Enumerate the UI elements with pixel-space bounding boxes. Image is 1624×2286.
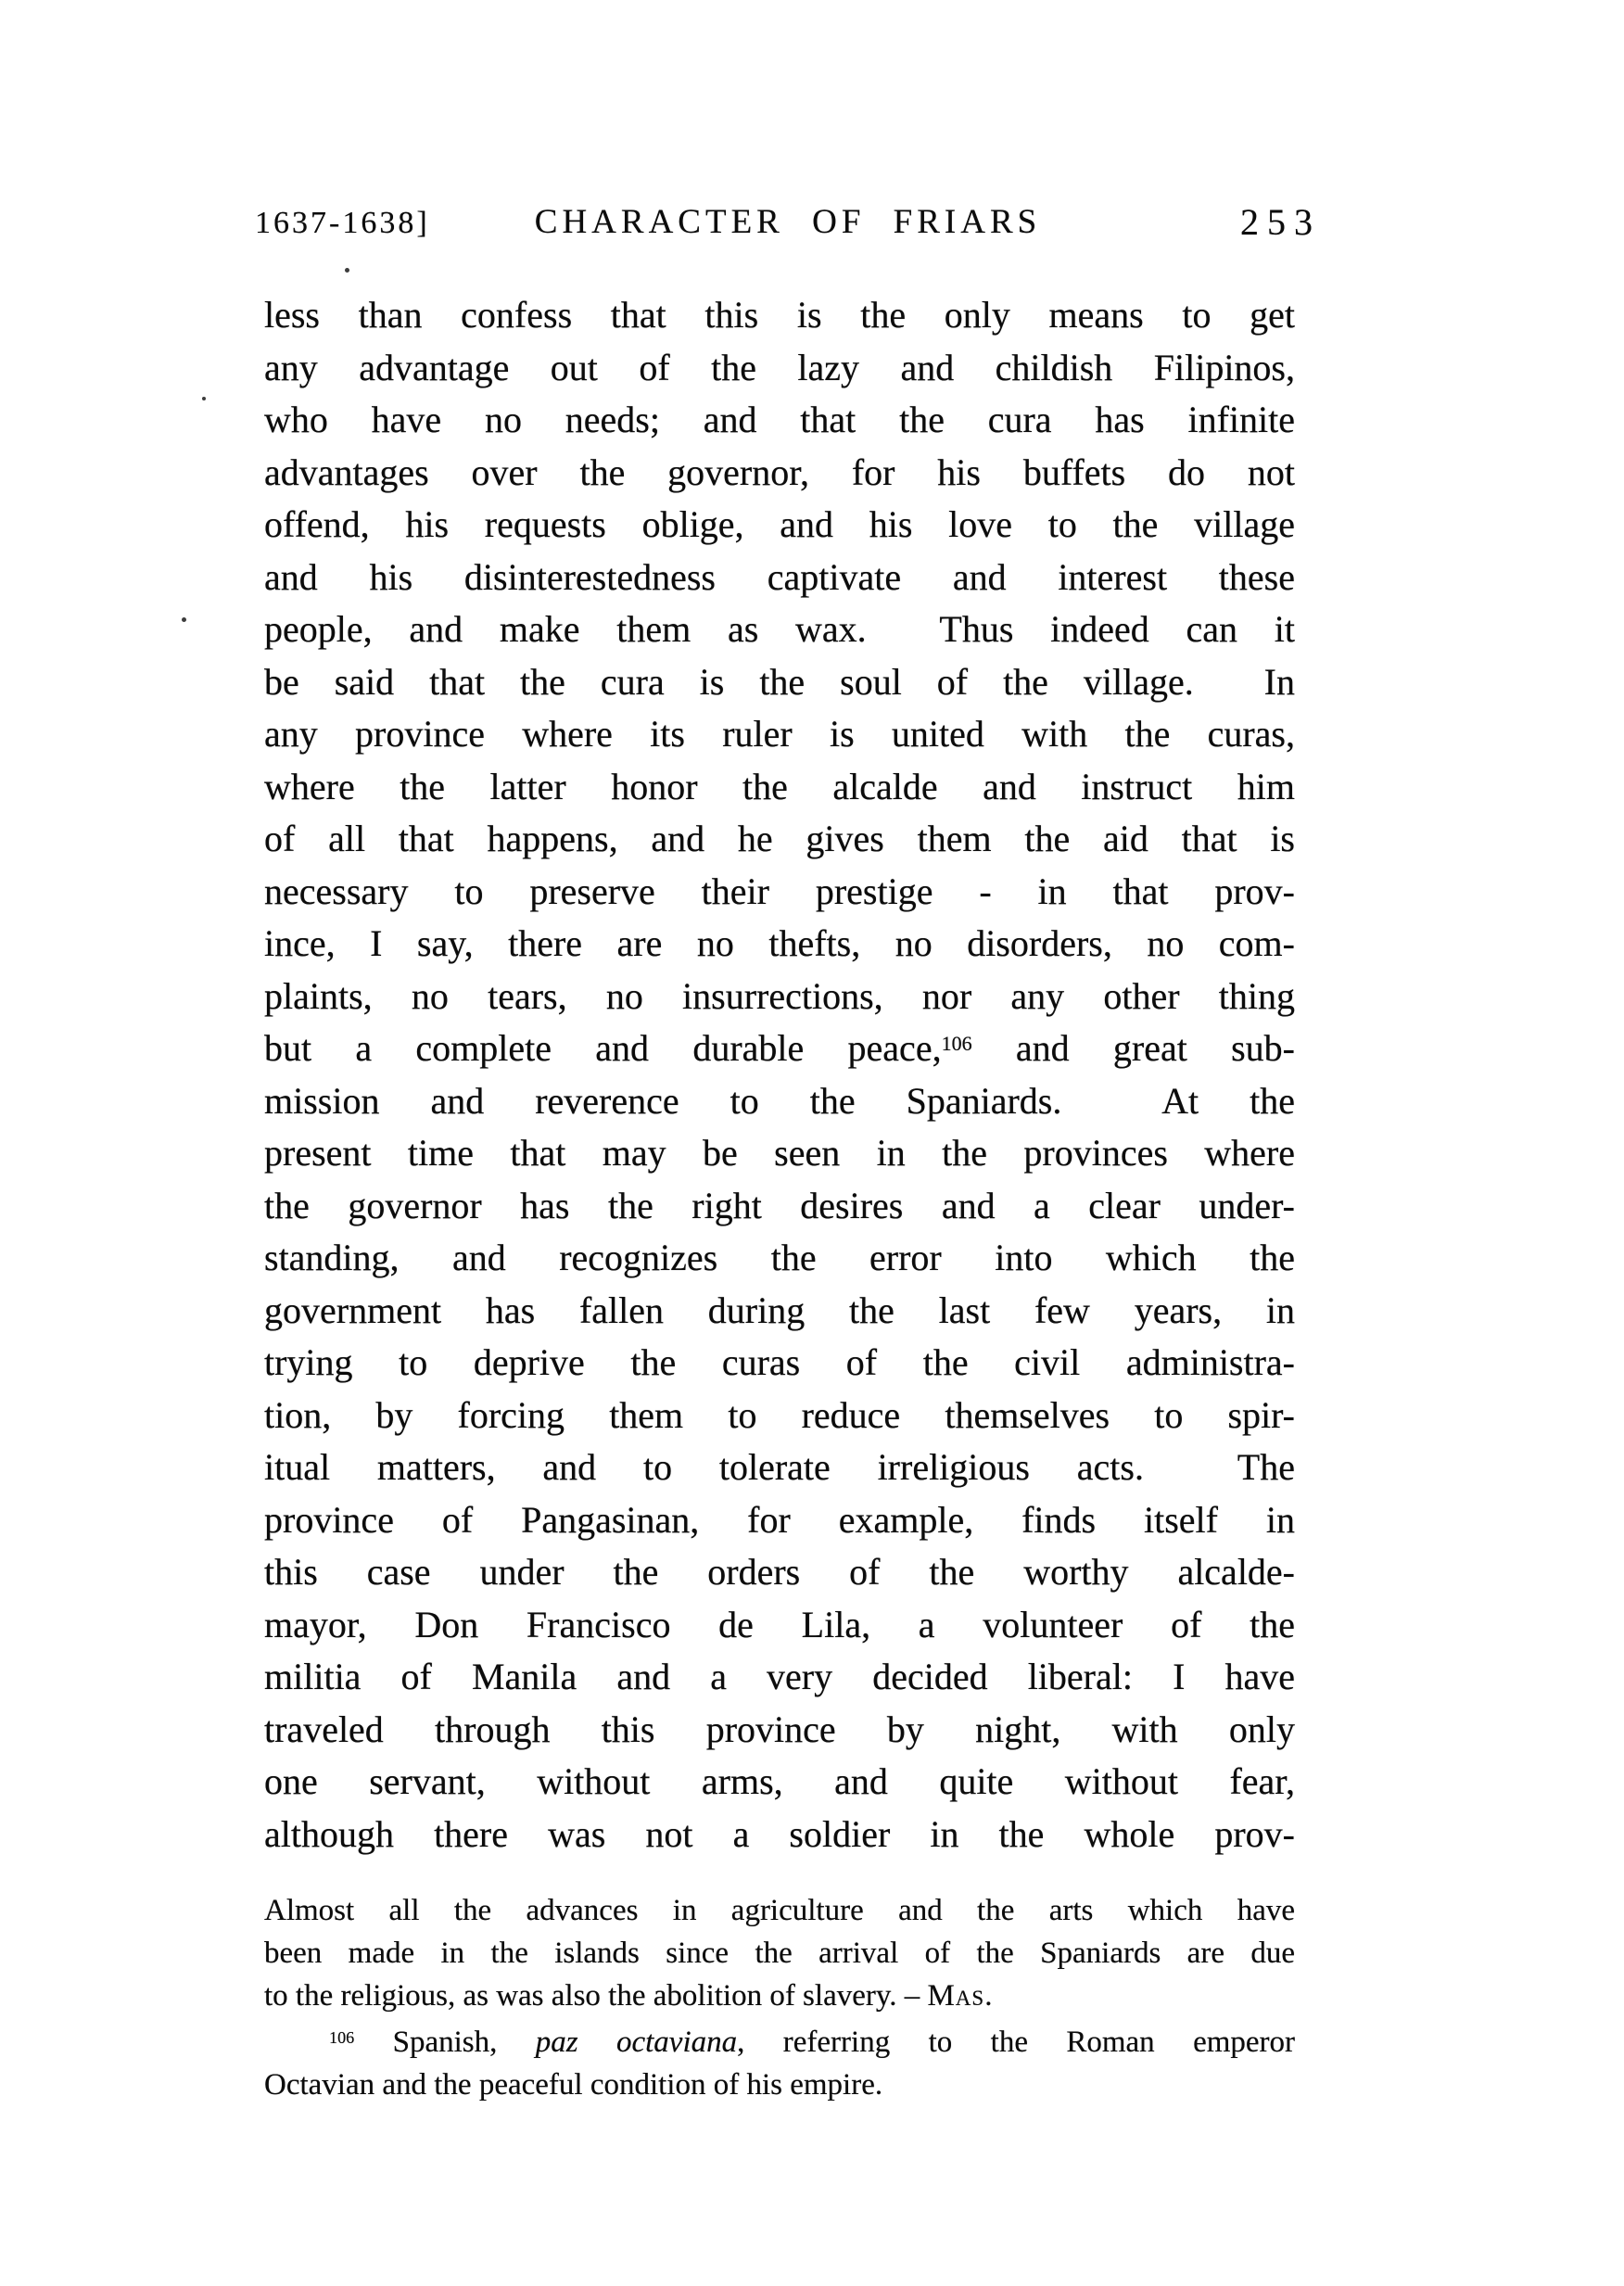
text-line: present time that may be seen in the provinces where xyxy=(264,1132,1295,1174)
text-line: itual matters, and to tolerate irreligious acts. The xyxy=(264,1446,1295,1488)
text-line: be said that the cura is the soul of the village. In xyxy=(264,660,1295,703)
text-line: but a complete and durable peace,$^{106}$ and great sub- xyxy=(264,1027,1295,1069)
text-line: standing, and recognizes the error into which the xyxy=(264,1237,1295,1278)
text-line: any advantage out of the lazy and childish Filipinos, xyxy=(264,346,1295,388)
text-line: this case under the orders of the worthy alcalde- xyxy=(264,1551,1295,1593)
text-line: who have no needs; and that the cura has infinite xyxy=(264,399,1295,440)
text-line: people, and make them as wax. Thus indeed can it xyxy=(264,608,1295,650)
footnote-marker: 106 xyxy=(329,2027,355,2047)
text-line: tion, by forcing them to reduce themselves to spir- xyxy=(264,1393,1295,1436)
text-line: mission and reverence to the Spaniards. At the xyxy=(264,1079,1295,1122)
text-line: trying to deprive the curas of the civil administra- xyxy=(264,1341,1295,1383)
text-line: plaints, no tears, no insurrections, nor any other thing xyxy=(264,974,1295,1017)
page-number: 253 xyxy=(1240,201,1321,243)
text-line: Octavian and the peaceful condition of his empire. xyxy=(264,2068,883,2102)
text-line: of all that happens, and he gives them the aid that is xyxy=(264,818,1295,859)
running-header xyxy=(255,200,1321,250)
text-line: Almost all the advances in agriculture and the arts which have xyxy=(264,1894,1295,1927)
body-text xyxy=(264,289,1295,1861)
text-line: $^{106}$ Spanish, paz octaviana, referring to the Roman emperor xyxy=(329,2026,1296,2059)
text-line: militia of Manila and a very decided liberal: I have xyxy=(264,1656,1295,1697)
text-line: mayor, Don Francisco de Lila, a volunteer of the xyxy=(264,1603,1295,1645)
text-line: ince, I say, there are no thefts, no disorders, no com- xyxy=(264,922,1295,964)
text-line: one servant, without arms, and quite without fear, xyxy=(264,1760,1295,1802)
text-line: advantages over the governor, for his buffets do not xyxy=(264,451,1295,493)
text-line: the governor has the right desires and a clear under- xyxy=(264,1184,1295,1226)
header-date: 1637-1638] xyxy=(255,206,430,240)
text-line: any province where its ruler is united with the curas, xyxy=(264,713,1295,755)
text-line: where the latter honor the alcalde and instruct him xyxy=(264,765,1295,807)
text-line: government has fallen during the last few years, in xyxy=(264,1289,1295,1331)
scan-speck xyxy=(202,397,206,400)
scan-speck xyxy=(182,617,186,622)
footnote-marker: 106 xyxy=(941,1032,972,1055)
text-line: traveled through this province by night, with only xyxy=(264,1708,1295,1750)
text-line: less than confess that this is the only means to get xyxy=(264,294,1295,336)
text-line: necessary to preserve their prestige - in that prov- xyxy=(264,870,1295,912)
footnote-continuation xyxy=(264,1889,1295,2017)
footnote-106 xyxy=(264,2021,1295,2106)
scan-speck xyxy=(345,268,349,273)
text-line: province of Pangasinan, for example, finds itself in xyxy=(264,1498,1295,1541)
text-line: been made in the islands since the arrival of the Spaniards are due xyxy=(264,1937,1295,1970)
text-line: and his disinterestedness captivate and interest these xyxy=(264,555,1295,598)
text-line: although there was not a soldier in the whole prov- xyxy=(264,1812,1295,1855)
page-title: CHARACTER OF FRIARS xyxy=(534,203,1042,241)
text-line: offend, his requests oblige, and his love to the village xyxy=(264,503,1295,545)
text-line: to the religious, as was also the abolition of slavery. – Mas. xyxy=(264,1979,994,2013)
